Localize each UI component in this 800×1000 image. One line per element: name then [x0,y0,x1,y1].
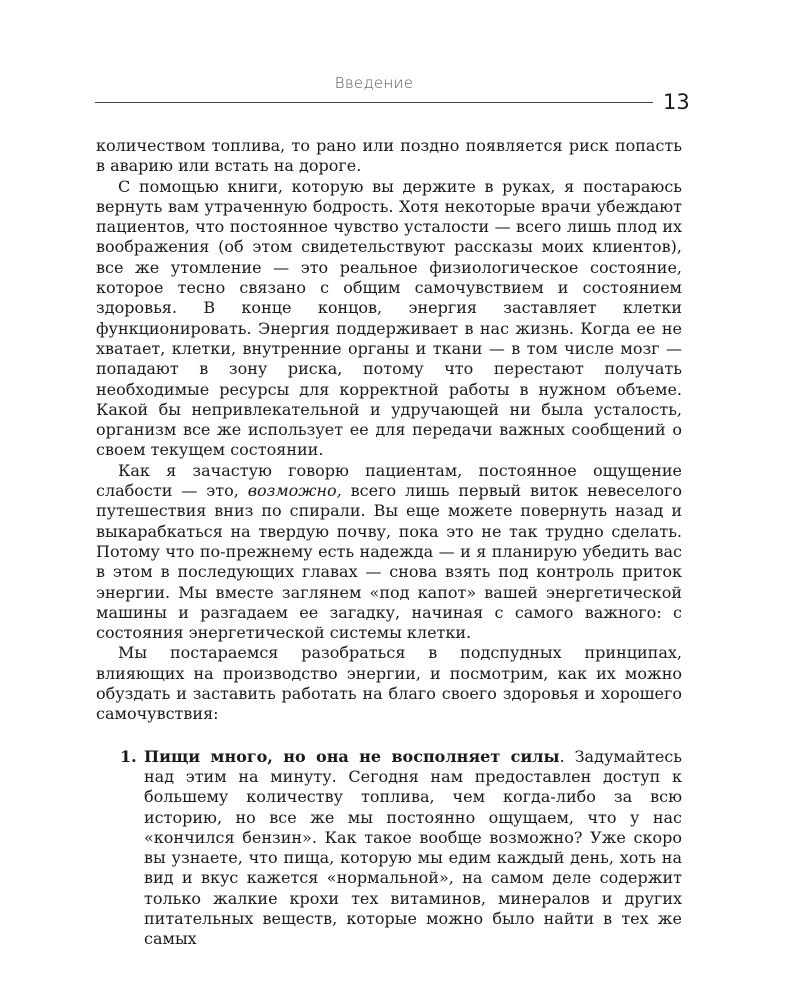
text-body [96,136,682,950]
list-item [96,747,682,950]
paragraph-text: всего лишь первый виток невеселого путешествия вниз по спирали. Вы еще можете повернуть назад и выкарабкаться на твердую почву, пока это не так трудно сделать. Потому что по-прежнему есть надежда — и я планирую убедить вас в этом в последующих главах — снова взять под контроль приток энергии. Мы вместе заглянем «под капот» вашей энергетической машины и разгадаем ее загадку, начиная с самого важного: с состояния энергетической системы клетки. [96,481,682,643]
paragraph: С помощью книги, которую вы держите в руках, я постараюсь вернуть вам утраченную бодрость. Хотя некоторые врачи убеждают пациентов, что постоянное чувство усталости — всего лишь плод их воображения (об этом свидетельствуют рассказы моих клиентов), все же утомление — это реальное физиологическое состояние, которое тесно связано с общим самочувствием и состоянием здоровья. В конце концов, энергия заставляет клетки функционировать. Энергия поддерживает в нас жизнь. Когда ее не хватает, клетки, внутренние органы и ткани — в том числе мозг — попадают в зону риска, потому что перестают получать необходимые ресурсы для корректной работы в нужном объеме. Какой бы непривлекательной и удручающей ни была усталость, организм все же использует ее для передачи важных сообщений о своем текущем состоянии. [96,176,682,460]
page-number: 13 [663,90,690,114]
list-item-lead: Пищи много, но она не восполняет силы [144,746,560,766]
emphasis-text: возможно, [247,481,342,501]
numbered-list [96,747,682,950]
header-rule [95,102,653,103]
paragraph-continued: количеством топлива, то рано или поздно появляется риск попасть в аварию или встать на дороге. [96,136,682,176]
list-item-text: . Задумайтесь над этим на минуту. Сегодня нам предоставлен доступ к большему количеству топлива, чем когда-либо за всю историю, но все же мы постоянно ощущаем, что у нас «кончился бензин». Как такое вообще возможно? Уже скоро вы узнаете, что пища, которую мы едим каждый день, хоть на вид и вкус кажется «нормальной», на самом деле содержит только жалкие крохи тех витаминов, минералов и других питательных веществ, которые можно было найти в тех же самых [144,746,682,949]
paragraph: Мы постараемся разобраться в подспудных принципах, влияющих на производство энергии, и посмотрим, как их можно обуздать и заставить работать на благо своего здоровья и хорошего самочувствия: [96,643,682,724]
paragraph [96,461,682,644]
paragraph-text: Как я зачастую говорю пациентам, постоянное ощущение слабости — это, [96,460,682,501]
list-item-number: 1. [120,746,137,766]
page-header [95,74,693,114]
running-head: Введение [334,74,414,92]
